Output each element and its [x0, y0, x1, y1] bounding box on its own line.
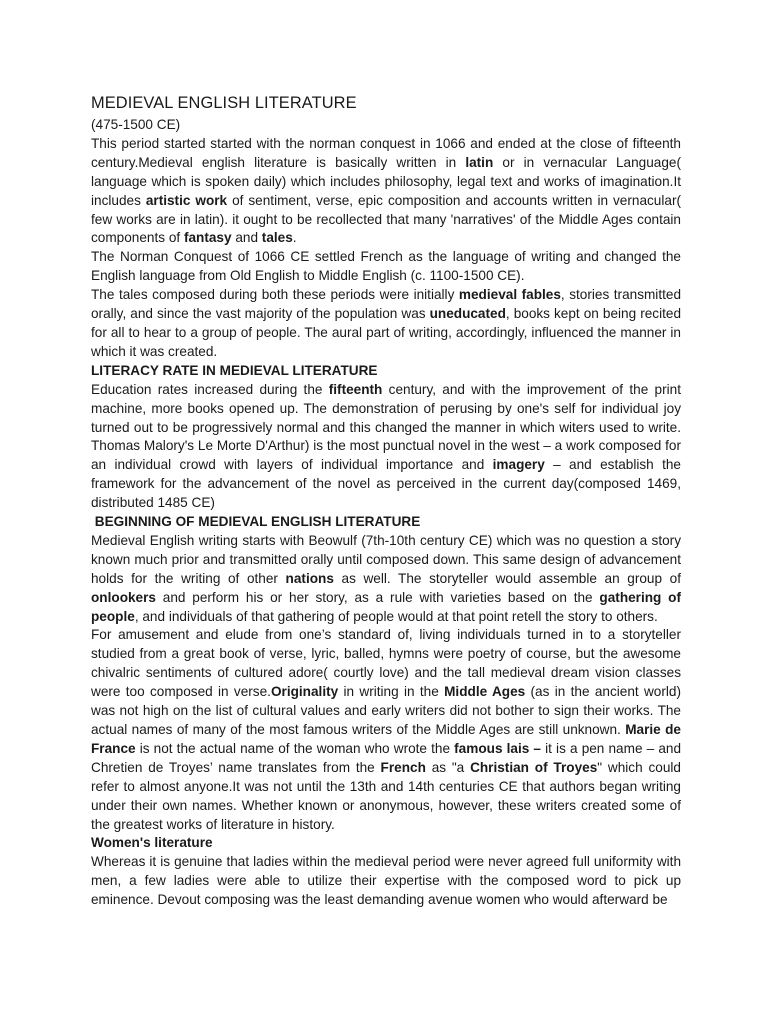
text-run: as "a: [425, 759, 471, 775]
bold-term: Originality: [270, 684, 339, 700]
bold-term: uneducated: [429, 306, 506, 322]
bold-term: imagery: [492, 457, 545, 473]
text-run: as well. The storyteller would assemble an group of: [333, 570, 681, 586]
bold-term: latin: [465, 154, 494, 170]
section-heading-literacy: LITERACY RATE IN MEDIEVAL LITERATURE: [91, 362, 378, 378]
text-run: .: [292, 230, 297, 246]
bold-term: gathering of people: [91, 589, 681, 624]
text-run: of sentiment, verse, epic composition and accounts written in vernacular( few works are in latin). it ought to be recollected that many 'narratives' of the Middle Ages contain components of: [91, 192, 681, 246]
text-run: century, and with the improvement of the print machine, more books opened up. The demonstration of perusing by one's self for individual joy turned out to be progressively normal and this changed the manner in which witers used to write. Thomas Malory's Le Morte D'Arthur) is the most punctual novel in the west – a work composed for an individual crowd with layers of individual importance and: [91, 381, 682, 473]
bold-term: French: [380, 759, 426, 775]
bold-term: onlookers: [91, 589, 156, 605]
tales-paragraph: [91, 286, 681, 362]
bold-term: nations: [285, 570, 334, 586]
text-run: it is a pen name – and Chretien de Troyes’ name translates from the: [91, 740, 682, 775]
bold-term: famous lais –: [454, 740, 541, 756]
bold-term: Marie de France: [91, 722, 681, 756]
bold-term: medieval fables: [458, 287, 561, 303]
text-run: , stories transmitted orally, and since the vast majority of the population was: [91, 287, 682, 322]
bold-term: fifteenth: [328, 381, 383, 397]
bold-term: tales: [261, 230, 293, 246]
text-run: " which could refer to almost anyone.It was not until the 13th and 14th centuries CE that authors began writing under their own names. Whether known or anonymous, however, these writers created some of the greatest works of literature in history.: [91, 759, 681, 832]
text-run: , books kept on being recited for all to hear to a group of people. The aural part of writing, accordingly, influenced the manner in which it was created.: [91, 306, 681, 359]
text-run: The tales composed during both these periods were initially: [91, 287, 459, 303]
literacy-paragraph: [91, 381, 681, 513]
bold-term: artistic work: [145, 192, 228, 208]
text-run: This period started started with the norman conquest in 1066 and ended at the close of fifteenth century.Medieval english literature is basically written in: [91, 135, 681, 170]
text-run: Education rates increased during the: [91, 381, 329, 397]
text-run: and perform his or her story, as a rule with varieties based on the: [155, 589, 600, 605]
date-range: (475-1500 CE): [91, 117, 181, 132]
intro-paragraph: [91, 135, 681, 248]
text-run: Medieval English writing starts with Beowulf (7th-10th century CE) which was no question a story known much prior and transmitted orally until composed down. This same design of advancement holds for the writing of other: [91, 532, 681, 586]
text-run: is not the actual name of the woman who wrote the: [135, 740, 455, 756]
section-heading-beginning: BEGINNING OF MEDIEVAL ENGLISH LITERATURE: [91, 514, 421, 530]
beginning-paragraph: [91, 532, 681, 627]
norman-conquest-paragraph: The Norman Conquest of 1066 CE settled French as the language of writing and changed the English language from Old English to Middle English (c. 1100-1500 CE).: [91, 249, 681, 284]
text-run: – and establish the framework for the advancement of the novel as perceived in the current day(composed 1469, distributed 1485 CE): [91, 457, 681, 511]
document-title: MEDIEVAL ENGLISH LITERATURE: [91, 94, 357, 112]
text-run: in writing in the: [338, 684, 445, 700]
section-heading-womens-literature: Women's literature: [91, 835, 213, 851]
amusement-paragraph: [91, 626, 681, 834]
text-run: (as in the ancient world) was not high on the list of cultural values and early writers did not bother to sign their works. The actual names of many of the most famous writers of the Middle Ages are still unknown.: [91, 684, 682, 737]
bold-term: Middle Ages: [444, 684, 526, 700]
womens-literature-paragraph: Whereas it is genuine that ladies within the medieval period were never agreed full uniformity with men, a few ladies were able to utilize their expertise with the composed word to pick up eminence. Devout composing was the least demanding avenue women who would afterward be: [91, 854, 681, 908]
text-run: , and individuals of that gathering of people would at that point retell the story to others.: [134, 608, 658, 624]
text-run: and: [231, 230, 262, 246]
text-run: or in vernacular Language( language which is spoken daily) which includes philosophy, legal text and works of imagination.It includes: [91, 154, 681, 208]
bold-term: Christian of Troyes: [470, 759, 598, 775]
text-run: For amusement and elude from one’s standard of, living individuals turned in to a storyteller studied from a great book of verse, lyric, balled, hymns were poetry of course, but the awesome chivalric sentiments of cultured adore( courtly love) and the tall medieval dream vision classes were too composed in verse.: [91, 627, 681, 700]
bold-term: fantasy: [183, 230, 232, 246]
